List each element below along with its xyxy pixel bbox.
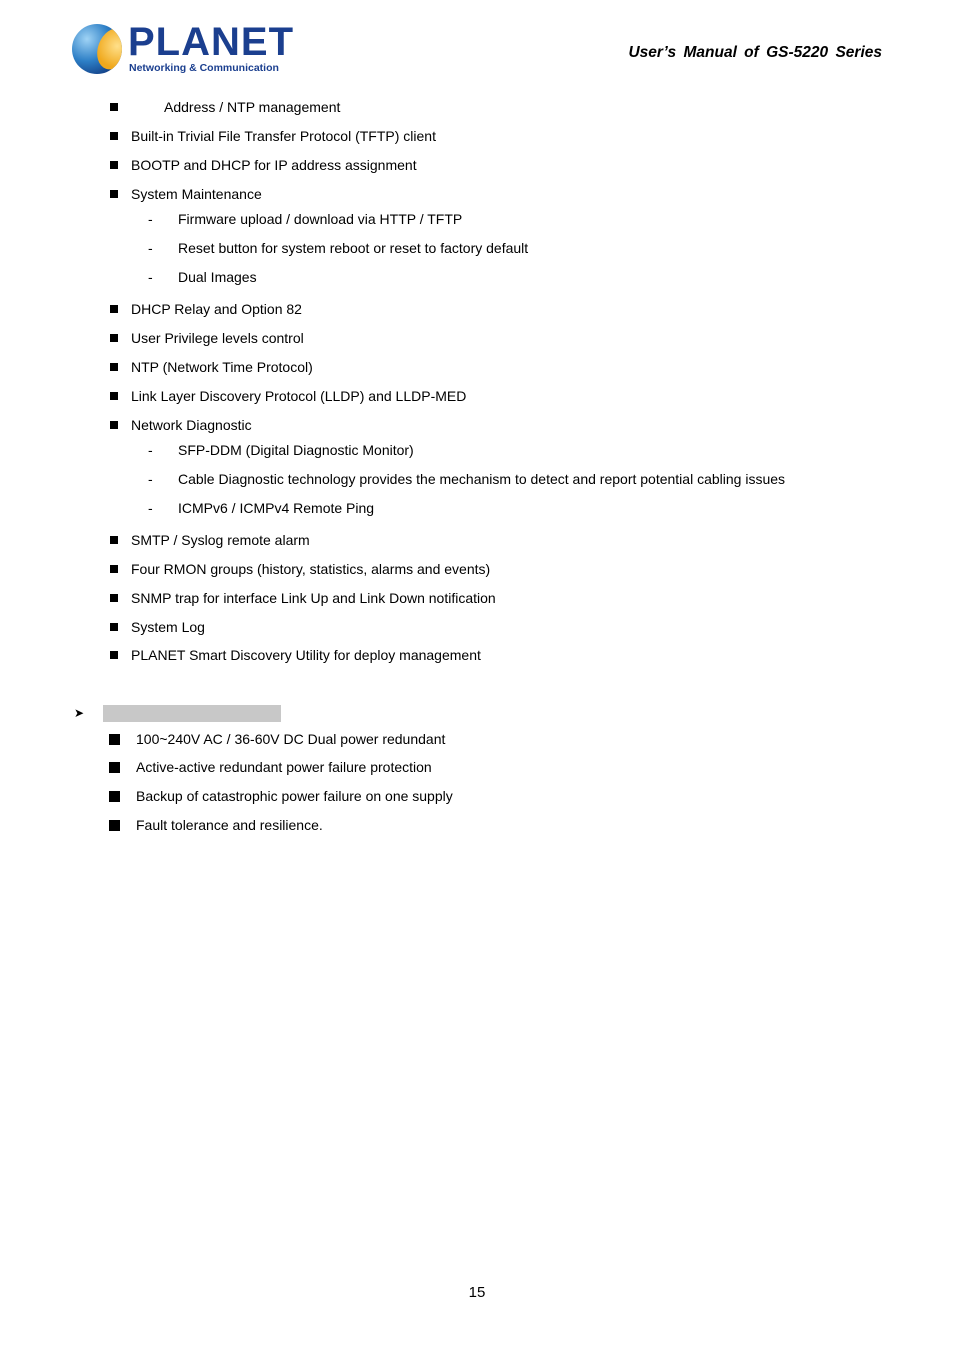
sub-list-item: Reset button for system reboot or reset to factory default <box>178 240 529 256</box>
square-bullet-icon <box>109 762 120 773</box>
list-item: Link Layer Discovery Protocol (LLDP) and LLDP-MED <box>131 388 467 404</box>
list-item: Backup of catastrophic power failure on one supply <box>136 788 453 804</box>
square-bullet-icon <box>110 565 118 573</box>
list-item: DHCP Relay and Option 82 <box>131 301 302 317</box>
list-item: Network Diagnostic <box>131 417 252 433</box>
list-item: Four RMON groups (history, statistics, alarms and events) <box>131 561 491 577</box>
globe-icon <box>72 24 122 74</box>
square-bullet-icon <box>109 734 120 745</box>
dash-bullet: - <box>148 211 153 227</box>
square-bullet-icon <box>110 103 118 111</box>
logo-wordmark: PLANET <box>128 20 294 64</box>
square-bullet-icon <box>109 791 120 802</box>
square-bullet-icon <box>110 392 118 400</box>
manual-title: User’s Manual of GS-5220 Series <box>628 44 882 61</box>
sub-list-item: Cable Diagnostic technology provides the mechanism to detect and report potential cabling issues <box>178 471 786 487</box>
list-item: SMTP / Syslog remote alarm <box>131 532 310 548</box>
list-item: BOOTP and DHCP for IP address assignment <box>131 157 417 173</box>
list-item: Active-active redundant power failure protection <box>136 759 432 775</box>
sub-list-item: SFP-DDM (Digital Diagnostic Monitor) <box>178 442 414 458</box>
list-item: Built-in Trivial File Transfer Protocol (TFTP) client <box>131 128 436 144</box>
logo-tagline: Networking & Communication <box>129 62 279 74</box>
square-bullet-icon <box>110 536 118 544</box>
list-item: System Log <box>131 619 205 635</box>
square-bullet-icon <box>110 190 118 198</box>
list-item: NTP (Network Time Protocol) <box>131 359 313 375</box>
list-item: SNMP trap for interface Link Up and Link Down notification <box>131 590 496 606</box>
dash-bullet: - <box>148 240 153 256</box>
square-bullet-icon <box>110 594 118 602</box>
square-bullet-icon <box>110 421 118 429</box>
sub-list-item: ICMPv6 / ICMPv4 Remote Ping <box>178 500 375 516</box>
square-bullet-icon <box>110 363 118 371</box>
dash-bullet: - <box>148 471 153 487</box>
list-item: 100~240V AC / 36-60V DC Dual power redundant <box>136 731 446 747</box>
dash-bullet: - <box>148 500 153 516</box>
list-item: Address / NTP management <box>164 99 341 115</box>
square-bullet-icon <box>110 132 118 140</box>
sub-list-item: Dual Images <box>178 269 257 285</box>
list-item: System Maintenance <box>131 186 262 202</box>
square-bullet-icon <box>110 161 118 169</box>
section-heading-highlight <box>103 705 281 722</box>
square-bullet-icon <box>110 651 118 659</box>
planet-logo <box>72 20 294 78</box>
dash-bullet: - <box>148 442 153 458</box>
page-number: 15 <box>468 1284 486 1301</box>
sub-list-item: Firmware upload / download via HTTP / TFTP <box>178 211 463 227</box>
arrow-bullet-icon: ➤ <box>74 706 85 720</box>
square-bullet-icon <box>109 820 120 831</box>
list-item: User Privilege levels control <box>131 330 304 346</box>
list-item: PLANET Smart Discovery Utility for deploy management <box>131 647 481 663</box>
square-bullet-icon <box>110 334 118 342</box>
dash-bullet: - <box>148 269 153 285</box>
square-bullet-icon <box>110 305 118 313</box>
list-item: Fault tolerance and resilience. <box>136 817 323 833</box>
square-bullet-icon <box>110 623 118 631</box>
